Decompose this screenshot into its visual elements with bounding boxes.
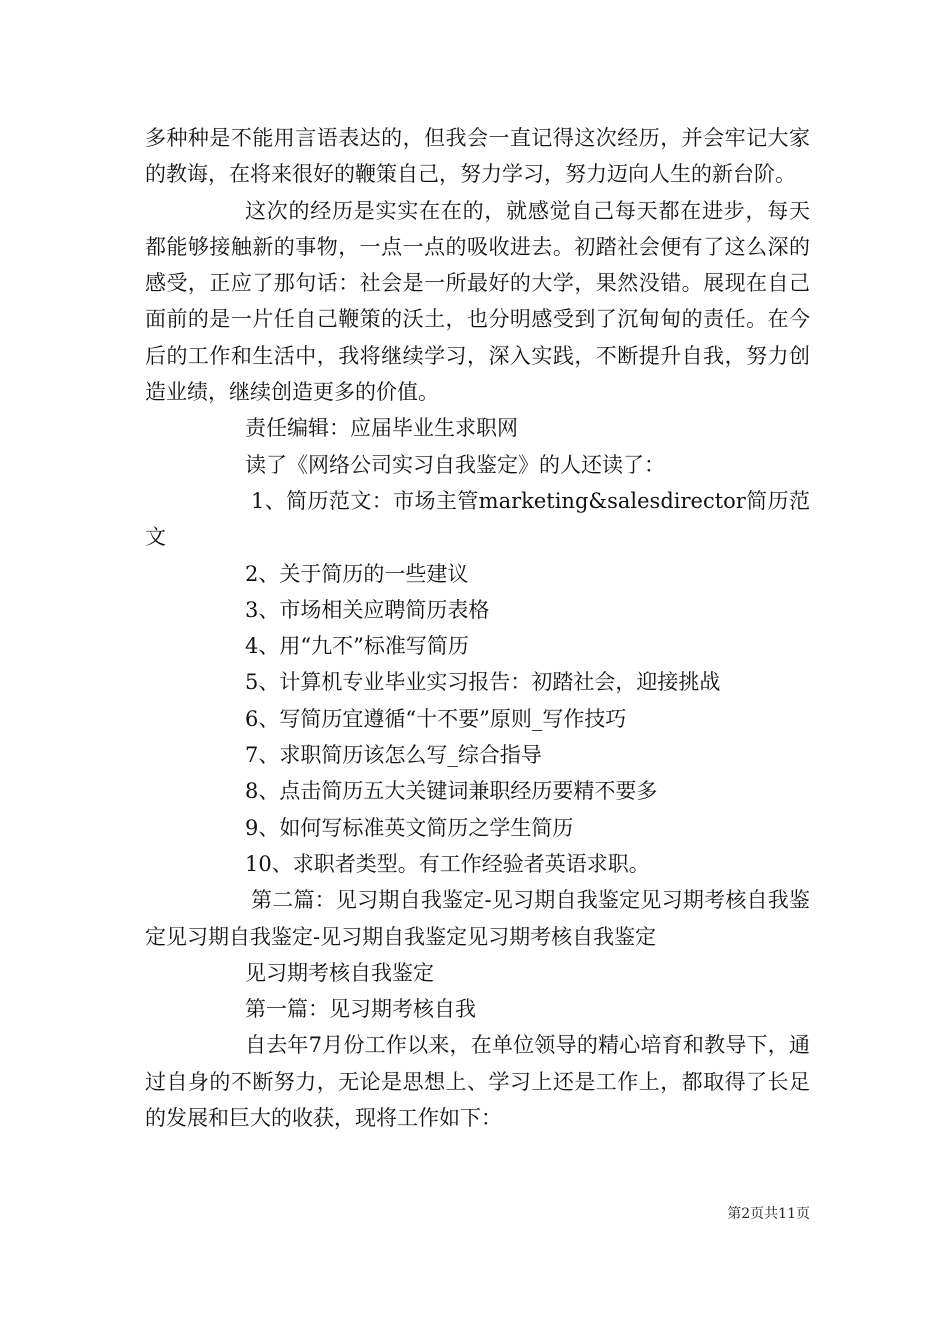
body-text: [145, 120, 810, 1136]
related-item-7: 7、求职简历该怎么写_综合指导: [245, 743, 542, 768]
page-number: 第2页共11页: [727, 1206, 810, 1222]
related-item-6: 6、写简历宜遵循“十不要”原则_写作技巧: [245, 706, 627, 731]
related-item-2: 2、关于简历的一些建议: [245, 561, 469, 586]
related-item-10: 10、求职者类型。有工作经验者英语求职。: [245, 851, 650, 876]
related-item-3: 3、市场相关应聘简历表格: [245, 597, 490, 622]
paragraph-closing: 多种种是不能用言语表达的，但我会一直记得这次经历，并会牢记大家的教诲，在将来很好的鞭策自己，努力学习，努力迈向人生的新台阶。: [145, 126, 810, 187]
section-heading-second: 第二篇：见习期自我鉴定-见习期自我鉴定见习期考核自我鉴定见习期自我鉴定-见习期自我鉴定见习期考核自我鉴定: [145, 888, 810, 949]
section-title: 见习期考核自我鉴定: [245, 960, 434, 985]
related-item-8: 8、点击简历五大关键词兼职经历要精不要多: [245, 779, 658, 804]
related-item-9: 9、如何写标准英文简历之学生简历: [245, 815, 574, 840]
related-item-5: 5、计算机专业毕业实习报告：初踏社会，迎接挑战: [245, 670, 721, 695]
related-heading: 读了《网络公司实习自我鉴定》的人还读了：: [245, 452, 665, 477]
related-item-1: 1、简历范文：市场主管marketing&salesdirector简历范文: [145, 488, 810, 550]
paragraph-intro: 自去年7月份工作以来，在单位领导的精心培育和教导下，通过自身的不断努力，无论是思想上、学习上还是工作上，都取得了长足的发展和巨大的收获，现将工作如下：: [145, 1033, 810, 1131]
section-heading-first: 第一篇：见习期考核自我: [245, 997, 476, 1022]
related-item-4: 4、用“九不”标准写简历: [245, 634, 469, 659]
paragraph-experience: 这次的经历是实实在在的，就感觉自己每天都在进步，每天都能够接触新的事物，一点一点的吸收进去。初踏社会便有了这么深的感受，正应了那句话：社会是一所最好的大学，果然没错。展现在自己面前的是一片任自己鞭策的沃土，也分明感受到了沉甸甸的责任。在今后的工作和生活中，我将继续学习，深入实践，不断提升自我，努力创造业绩，继续创造更多的价值。: [145, 198, 810, 405]
editor-line: 责任编辑：应届毕业生求职网: [245, 416, 518, 441]
